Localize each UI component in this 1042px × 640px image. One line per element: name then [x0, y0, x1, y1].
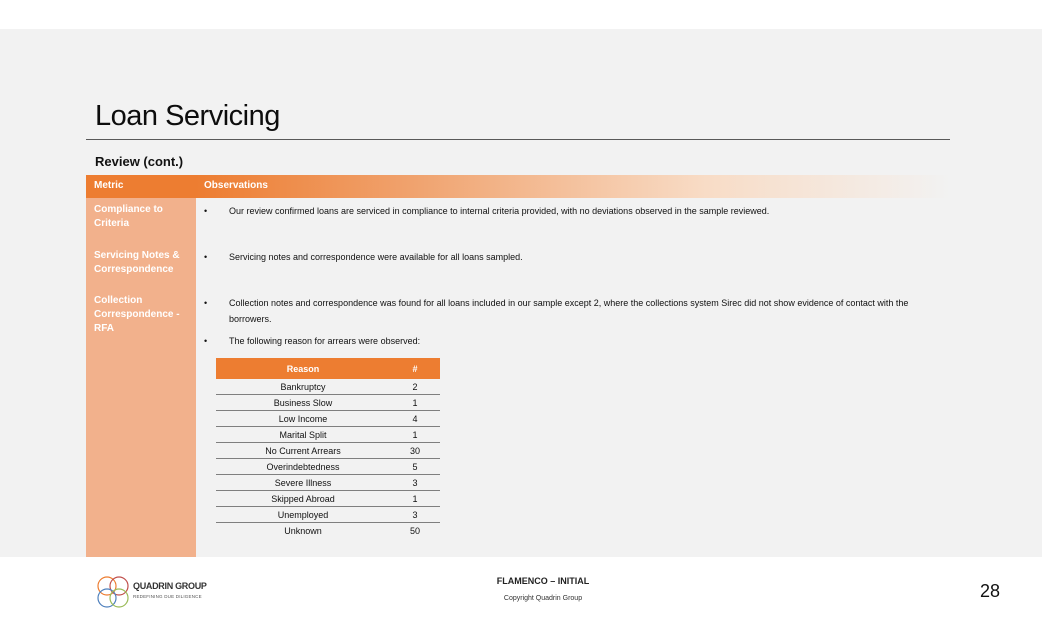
- reason-cell: Unemployed: [216, 507, 390, 523]
- count-cell: 1: [390, 427, 440, 443]
- count-cell: 5: [390, 459, 440, 475]
- reason-cell: Bankruptcy: [216, 379, 390, 395]
- page-title: Loan Servicing: [95, 100, 280, 132]
- table-row: [216, 443, 440, 459]
- count-cell: 3: [390, 507, 440, 523]
- title-divider: [86, 139, 950, 140]
- observation-compliance: Our review confirmed loans are serviced in compliance to internal criteria provided, with no deviations observed in the sample reviewed.: [229, 206, 770, 216]
- table-row: [216, 491, 440, 507]
- footer-copyright: Copyright Quadrin Group: [503, 595, 583, 602]
- reason-cell: Severe Illness: [216, 475, 390, 491]
- bullet-icon: •: [204, 336, 208, 346]
- reason-cell: Business Slow: [216, 395, 390, 411]
- metric-label-compliance: Compliance to Criteria: [94, 204, 163, 229]
- reason-cell: Unknown: [284, 525, 322, 536]
- reason-cell: Marital Split: [216, 427, 390, 443]
- count-cell: 1: [390, 491, 440, 507]
- reason-cell: Overindebtedness: [216, 459, 390, 475]
- metric-column-header: Metric: [94, 180, 124, 191]
- reason-cell: Low Income: [216, 411, 390, 427]
- metric-label-servicing-notes: Servicing Notes & Correspondence: [94, 250, 180, 275]
- arrears-reason-table: [216, 358, 440, 538]
- metric-label-collection: Collection Correspondence - RFA: [94, 295, 180, 334]
- quadrin-logo-icon: [95, 573, 135, 613]
- footer-title: FLAMENCO – INITIAL: [496, 576, 590, 586]
- count-cell: 4: [390, 411, 440, 427]
- count-cell: 30: [390, 443, 440, 459]
- bullet-icon: •: [204, 298, 208, 308]
- table-row: [216, 459, 440, 475]
- reason-header: Reason: [216, 358, 390, 379]
- table-row: [216, 475, 440, 491]
- observation-collection: Collection notes and correspondence was found for all loans included in our sample except 2, where the collections system Sirec did not show evidence of contact with the borrowers.: [229, 298, 909, 324]
- page-number: 28: [980, 581, 1001, 601]
- logo-wordmark: QUADRIN GROUP: [133, 581, 207, 591]
- table-header-row: [216, 358, 440, 379]
- count-cell: 1: [390, 395, 440, 411]
- table-row: [216, 395, 440, 411]
- section-title: Review (cont.): [95, 154, 184, 169]
- observation-arrears-intro: The following reason for arrears were observed:: [229, 336, 421, 346]
- table-header-bar: [86, 175, 951, 198]
- table-row: [216, 427, 440, 443]
- logo-tagline: REDEFINING DUE DILIGENCE: [133, 594, 202, 599]
- reason-cell: No Current Arrears: [216, 443, 390, 459]
- table-row: [216, 523, 440, 539]
- count-cell: 50: [409, 525, 420, 536]
- observations-column-header: Observations: [204, 180, 268, 191]
- table-row: [216, 411, 440, 427]
- bullet-icon: •: [204, 206, 208, 216]
- table-row: [216, 507, 440, 523]
- observation-servicing-notes: Servicing notes and correspondence were available for all loans sampled.: [229, 252, 523, 262]
- count-cell: 3: [390, 475, 440, 491]
- table-row: [216, 379, 440, 395]
- count-cell: 2: [390, 379, 440, 395]
- reason-cell: Skipped Abroad: [216, 491, 390, 507]
- bullet-icon: •: [204, 252, 208, 262]
- count-header: #: [390, 358, 440, 379]
